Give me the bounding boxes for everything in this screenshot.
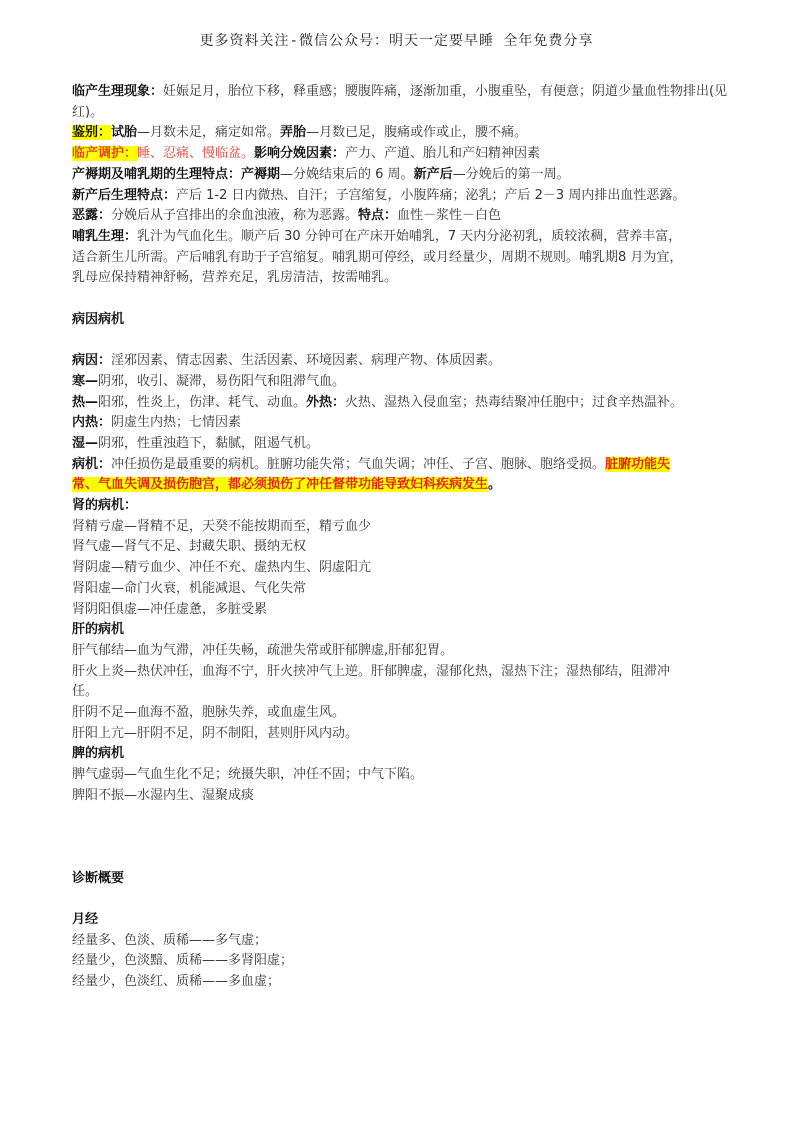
- subsection-heading-spleen: 脾的病机: [72, 746, 125, 762]
- term-label: 病因：: [72, 353, 112, 369]
- list-item: 肾阴阳俱虚—冲任虚惫，多脏受累: [72, 601, 268, 617]
- paragraph-text: 分娩后从子宫排出的余血浊液，称为恶露。: [111, 208, 359, 224]
- red-text: 睡、忍痛、慢临盆。: [137, 146, 255, 162]
- highlight-text: 常、气血失调及损伤胞宫，都必须损伤了冲任督带功能导致妇科疾病发生: [72, 477, 489, 493]
- highlight-label: 临产调护：: [72, 146, 138, 162]
- etiology-line: [72, 393, 732, 414]
- document-body: [72, 82, 732, 993]
- paragraph-lactation-line: 乳母应保持精神舒畅，营养充足，乳房清洁，按需哺乳。: [72, 270, 398, 286]
- term-label: 临产生理现象：: [72, 84, 164, 99]
- highlight-label: 鉴别：: [72, 125, 112, 141]
- term-label: 湿—: [72, 435, 99, 451]
- list-item: 脾阳不振—水湿内生、湿聚成痰: [72, 787, 255, 803]
- etiology-line: [72, 455, 732, 476]
- term-label: 热—: [72, 394, 99, 410]
- page-header: 更多资料关注-微信公众号：明天一定要早睡 全年免费分享: [199, 33, 594, 49]
- paragraph-text: 冲任损伤是最重要的病机。脏腑功能失常；气血失调；冲任、子宫、胞脉、胞络受损。: [111, 456, 606, 472]
- etiology-line: [72, 351, 732, 372]
- paragraph-labor-signs: [72, 82, 732, 123]
- term-label: 恶露：: [72, 208, 112, 224]
- list-item: 任。: [72, 684, 99, 700]
- subsection-heading-liver: 肝的病机: [72, 622, 125, 638]
- term-label: 新产后: [413, 166, 453, 182]
- paragraph-lactation-line: 适合新生儿所需。产后哺乳有助于子宫缩复。哺乳期可停经，或月经量少，周期不规则。哺乳期8 月为宜，: [72, 249, 683, 265]
- list-item: 肝火上炎—热伏冲任，血海不宁，肝火挟冲气上逆。肝郁脾虚，湿郁化热，湿热下注；湿热郁结，阻滞冲: [72, 663, 671, 679]
- term-label: 内热：: [72, 415, 112, 431]
- paragraph-text: 阴邪，收引、凝滞，易伤阳气和阻滞气血。: [98, 373, 346, 389]
- list-item: 脾气虚弱—气血生化不足；统摄失职，冲任不固；中气下陷。: [72, 767, 424, 783]
- term-label: 产褥期及哺乳期的生理特点：产褥期: [72, 166, 281, 182]
- subsection-heading-kidney: 肾的病机：: [72, 498, 138, 514]
- term-label: 病机：: [72, 456, 112, 472]
- etiology-line: [72, 434, 732, 455]
- term-label: 弄胎: [280, 125, 307, 141]
- paragraph-text: —月数未足，痛定如常。: [137, 125, 281, 141]
- term-label: 特点：: [358, 208, 398, 224]
- section-heading: 诊断概要: [72, 870, 125, 886]
- list-item: 肾精亏虚—肾精不足，天癸不能按期而至，精亏血少: [72, 518, 372, 534]
- paragraph-differentiation: [72, 123, 732, 144]
- paragraph-labor-care: [72, 144, 732, 165]
- paragraph-text: —分娩结束后的 6 周。: [280, 166, 414, 182]
- list-item: 肝阳上亢—肝阴不足，阴不制阳，甚则肝风内动。: [72, 725, 359, 741]
- paragraph-text: —分娩后的第一周。: [452, 166, 570, 182]
- list-item: 肝阴不足—血海不盈，胞脉失养，或血虚生风。: [72, 705, 346, 721]
- term-label: 试胎: [111, 125, 138, 141]
- paragraph-text: 产后 1-2 日内微热、自汗；子宫缩复，小腹阵痛；泌乳；产后 2－3 周内排出血性恶露。: [176, 187, 686, 203]
- list-item: 经量少，色淡黯、质稀——多肾阳虚；: [72, 953, 294, 969]
- term-label: 新产后生理特点：: [72, 187, 177, 203]
- term-label: 哺乳生理：: [72, 228, 138, 244]
- paragraph-text: 阴邪，性重浊趋下，黏腻，阻遏气机。: [98, 435, 320, 451]
- list-item: 经量多、色淡、质稀——多气虚；: [72, 932, 268, 948]
- list-item: 肾气虚—肾气不足、封藏失职、摄纳无权: [72, 539, 307, 555]
- paragraph-text: 产力、产道、胎儿和产妇精神因素: [345, 146, 541, 162]
- subsection-heading-menses: 月经: [72, 911, 99, 927]
- paragraph-puerperium: [72, 165, 732, 186]
- term-label: 影响分娩因素：: [254, 146, 346, 162]
- etiology-line: [72, 413, 732, 434]
- list-item: 经量少，色淡红、质稀——多血虚；: [72, 974, 281, 990]
- paragraph-text: —月数已足，腹痛或作或止，腰不痛。: [306, 125, 528, 141]
- paragraph-text: 。: [488, 477, 502, 493]
- term-label: 寒—: [72, 373, 99, 389]
- paragraph-postpartum: [72, 186, 732, 207]
- paragraph-lochia: [72, 206, 732, 227]
- etiology-line: [72, 372, 732, 393]
- highlight-text: 脏腑功能失: [605, 456, 671, 472]
- paragraph-text: 血性－浆性－白色: [397, 208, 502, 224]
- paragraph-text: 阴虚生内热；七情因素: [111, 415, 242, 431]
- paragraph-text: 淫邪因素、情志因素、生活因素、环境因素、病理产物、体质因素。: [111, 353, 502, 369]
- paragraph-text: 乳汁为气血化生。顺产后 30 分钟可在产床开始哺乳，7 天内分泌初乳，质较浓稠，营养丰富，: [137, 228, 682, 244]
- paragraph-text: 火热、湿热入侵血室；热毒结聚冲任胞中；过食辛热温补。: [345, 394, 684, 410]
- paragraph-text: 妊娠足月，胎位下移，释重感；腰腹阵痛，逐渐加重，小腹重坠，有便意；阴道少量血性物排出(见红)。: [72, 84, 728, 120]
- list-item: 肾阴虚—精亏血少、冲任不充、虚热内生、阴虚阳亢: [72, 560, 372, 576]
- list-item: 肝气郁结—血为气滞，冲任失畅，疏泄失常或肝郁脾虚,肝郁犯胃。: [72, 642, 454, 658]
- etiology-line: [72, 475, 732, 496]
- section-heading: 病因病机: [72, 311, 125, 327]
- term-label: 外热：: [306, 394, 346, 410]
- paragraph-lactation: [72, 227, 732, 248]
- list-item: 肾阳虚—命门火衰，机能减退、气化失常: [72, 580, 307, 596]
- paragraph-text: 阳邪，性炎上，伤津、耗气、动血。: [98, 394, 307, 410]
